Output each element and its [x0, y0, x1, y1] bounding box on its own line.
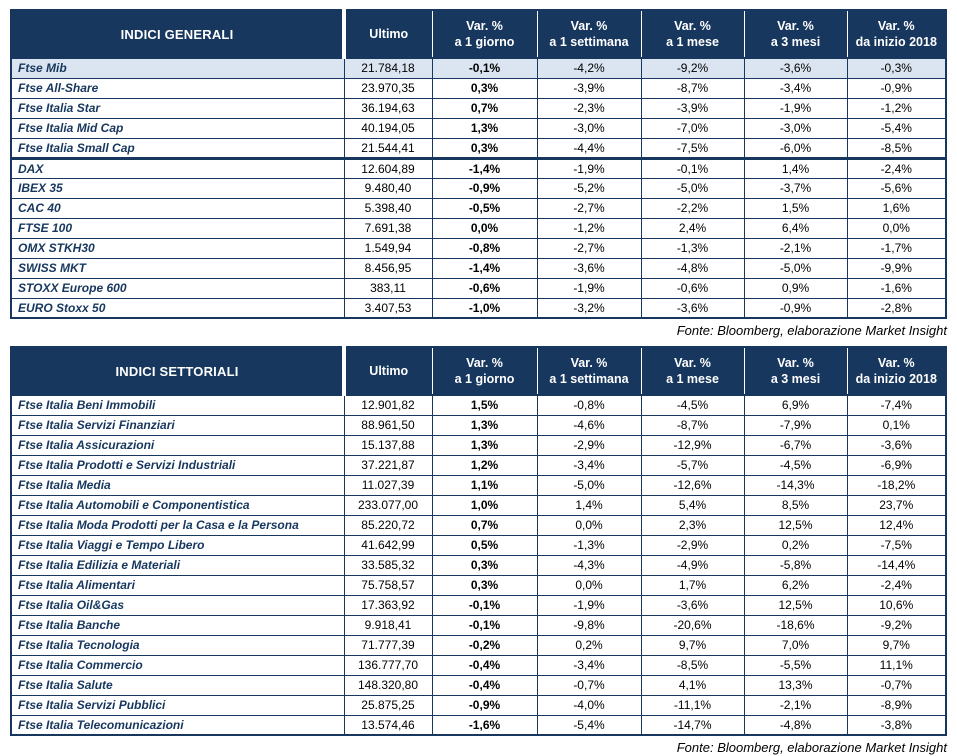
last-value-cell: 71.777,39	[344, 635, 432, 655]
column-header-bottom: a 1 settimana	[549, 372, 629, 386]
last-value-cell: 33.585,32	[344, 555, 432, 575]
var-pct-cell: -9,9%	[847, 258, 946, 278]
column-header-top: Var. %	[466, 18, 503, 33]
column-header-bottom: a 3 mesi	[770, 372, 821, 386]
var-pct-cell: -0,9%	[432, 178, 537, 198]
index-name-cell: Ftse Italia Automobili e Componentistica	[11, 495, 344, 515]
var-pct-cell: -1,7%	[847, 238, 946, 258]
var-pct-cell: -1,6%	[847, 278, 946, 298]
var-pct-cell: -7,5%	[641, 138, 744, 158]
var-pct-cell: 12,4%	[847, 515, 946, 535]
var-pct-cell: -1,3%	[537, 535, 641, 555]
var-pct-cell: -2,9%	[641, 535, 744, 555]
column-header-top: Var. %	[466, 355, 503, 370]
last-value-cell: 233.077,00	[344, 495, 432, 515]
var-pct-cell: 1,7%	[641, 575, 744, 595]
var-pct-cell: -4,3%	[537, 555, 641, 575]
var-pct-cell: 23,7%	[847, 495, 946, 515]
index-name-cell: Ftse Italia Edilizia e Materiali	[11, 555, 344, 575]
var-pct-cell: -7,5%	[847, 535, 946, 555]
var-pct-cell: -1,0%	[432, 298, 537, 318]
var-pct-cell: -1,9%	[537, 158, 641, 178]
index-name-cell: DAX	[11, 158, 344, 178]
var-pct-cell: -2,8%	[847, 298, 946, 318]
index-name-cell: OMX STKH30	[11, 238, 344, 258]
var-pct-cell: 1,0%	[432, 495, 537, 515]
column-header-var-inizio-2018	[847, 347, 946, 395]
column-header-var-1-mese	[641, 347, 744, 395]
var-pct-cell: 1,3%	[432, 435, 537, 455]
var-pct-cell: -5,0%	[744, 258, 847, 278]
column-header-var-1-giorno	[432, 347, 537, 395]
var-pct-cell: -3,8%	[847, 715, 946, 735]
var-pct-cell: -1,9%	[537, 595, 641, 615]
var-pct-cell: -0,7%	[847, 675, 946, 695]
table-row	[11, 555, 946, 575]
var-pct-cell: -7,9%	[744, 415, 847, 435]
var-pct-cell: -0,1%	[641, 158, 744, 178]
column-header-var-inizio-2018	[847, 10, 946, 58]
source-note: Fonte: Bloomberg, elaborazione Market Insight	[676, 740, 947, 755]
index-name-cell: Ftse Italia Salute	[11, 675, 344, 695]
table-row	[11, 58, 946, 78]
table-row	[11, 395, 946, 415]
var-pct-cell: 0,3%	[432, 78, 537, 98]
var-pct-cell: -2,3%	[537, 98, 641, 118]
last-value-cell: 88.961,50	[344, 415, 432, 435]
column-header-var-3-mesi	[744, 10, 847, 58]
table-row	[11, 158, 946, 178]
source-note: Fonte: Bloomberg, elaborazione Market Insight	[676, 323, 947, 338]
var-pct-cell: 9,7%	[641, 635, 744, 655]
var-pct-cell: -5,6%	[847, 178, 946, 198]
var-pct-cell: -0,1%	[432, 58, 537, 78]
index-name-cell: Ftse All-Share	[11, 78, 344, 98]
last-value-cell: 40.194,05	[344, 118, 432, 138]
var-pct-cell: -0,1%	[432, 595, 537, 615]
index-name-cell: Ftse Italia Beni Immobili	[11, 395, 344, 415]
var-pct-cell: 9,7%	[847, 635, 946, 655]
table-title: INDICI GENERALI	[11, 10, 344, 58]
indici-generali-table	[10, 9, 947, 319]
var-pct-cell: -5,2%	[537, 178, 641, 198]
column-header-bottom: a 1 mese	[666, 372, 719, 386]
var-pct-cell: -0,9%	[744, 298, 847, 318]
index-name-cell: Ftse Italia Media	[11, 475, 344, 495]
indici-generali-section	[10, 9, 947, 338]
table-row	[11, 475, 946, 495]
last-value-cell: 25.875,25	[344, 695, 432, 715]
var-pct-cell: -0,4%	[432, 675, 537, 695]
var-pct-cell: -3,0%	[537, 118, 641, 138]
var-pct-cell: -6,7%	[744, 435, 847, 455]
var-pct-cell: -1,4%	[432, 258, 537, 278]
var-pct-cell: 0,0%	[537, 575, 641, 595]
column-header-bottom: a 1 giorno	[454, 35, 515, 49]
var-pct-cell: -14,7%	[641, 715, 744, 735]
var-pct-cell: 12,5%	[744, 595, 847, 615]
var-pct-cell: 0,3%	[432, 575, 537, 595]
var-pct-cell: -1,2%	[537, 218, 641, 238]
var-pct-cell: -4,2%	[537, 58, 641, 78]
var-pct-cell: 6,4%	[744, 218, 847, 238]
var-pct-cell: -4,6%	[537, 415, 641, 435]
var-pct-cell: -8,9%	[847, 695, 946, 715]
column-header-bottom: a 3 mesi	[770, 35, 821, 49]
var-pct-cell: -14,3%	[744, 475, 847, 495]
var-pct-cell: -5,7%	[641, 455, 744, 475]
last-value-cell: 17.363,92	[344, 595, 432, 615]
table-row	[11, 495, 946, 515]
index-name-cell: Ftse Italia Mid Cap	[11, 118, 344, 138]
var-pct-cell: -5,4%	[847, 118, 946, 138]
var-pct-cell: -5,8%	[744, 555, 847, 575]
var-pct-cell: 0,7%	[432, 515, 537, 535]
table-row	[11, 238, 946, 258]
column-header-var-1-mese	[641, 10, 744, 58]
var-pct-cell: -3,6%	[537, 258, 641, 278]
column-header-top: Var. %	[674, 355, 711, 370]
var-pct-cell: 5,4%	[641, 495, 744, 515]
last-value-cell: 136.777,70	[344, 655, 432, 675]
index-name-cell: Ftse Italia Servizi Finanziari	[11, 415, 344, 435]
index-name-cell: EURO Stoxx 50	[11, 298, 344, 318]
var-pct-cell: 2,4%	[641, 218, 744, 238]
var-pct-cell: -1,4%	[432, 158, 537, 178]
index-name-cell: Ftse Italia Tecnologia	[11, 635, 344, 655]
var-pct-cell: -3,7%	[744, 178, 847, 198]
var-pct-cell: -3,9%	[641, 98, 744, 118]
var-pct-cell: -3,4%	[744, 78, 847, 98]
var-pct-cell: -14,4%	[847, 555, 946, 575]
var-pct-cell: -0,8%	[432, 238, 537, 258]
last-value-cell: 41.642,99	[344, 535, 432, 555]
var-pct-cell: 1,2%	[432, 455, 537, 475]
table-row	[11, 615, 946, 635]
var-pct-cell: 1,6%	[847, 198, 946, 218]
var-pct-cell: -5,4%	[537, 715, 641, 735]
var-pct-cell: -20,6%	[641, 615, 744, 635]
var-pct-cell: 11,1%	[847, 655, 946, 675]
column-header-bottom: a 1 settimana	[549, 35, 629, 49]
table-row	[11, 655, 946, 675]
var-pct-cell: 12,5%	[744, 515, 847, 535]
table-row	[11, 535, 946, 555]
header-row	[11, 347, 946, 395]
last-value-cell: 5.398,40	[344, 198, 432, 218]
index-name-cell: SWISS MKT	[11, 258, 344, 278]
column-header-bottom: a 1 giorno	[454, 372, 515, 386]
index-name-cell: Ftse Italia Servizi Pubblici	[11, 695, 344, 715]
index-name-cell: Ftse Italia Banche	[11, 615, 344, 635]
index-name-cell: Ftse Italia Telecomunicazioni	[11, 715, 344, 735]
var-pct-cell: 13,3%	[744, 675, 847, 695]
var-pct-cell: -3,4%	[537, 655, 641, 675]
index-name-cell: Ftse Italia Assicurazioni	[11, 435, 344, 455]
var-pct-cell: -0,3%	[847, 58, 946, 78]
table-row	[11, 635, 946, 655]
var-pct-cell: -0,4%	[432, 655, 537, 675]
var-pct-cell: 6,2%	[744, 575, 847, 595]
var-pct-cell: -2,4%	[847, 158, 946, 178]
table-row	[11, 515, 946, 535]
var-pct-cell: -1,3%	[641, 238, 744, 258]
var-pct-cell: -2,4%	[847, 575, 946, 595]
table-header	[11, 10, 946, 58]
last-value-cell: 9.918,41	[344, 615, 432, 635]
last-value-cell: 1.549,94	[344, 238, 432, 258]
column-header-top: Var. %	[777, 355, 814, 370]
last-value-cell: 21.544,41	[344, 138, 432, 158]
var-pct-cell: -11,1%	[641, 695, 744, 715]
var-pct-cell: -2,7%	[537, 238, 641, 258]
var-pct-cell: 0,2%	[744, 535, 847, 555]
var-pct-cell: -1,2%	[847, 98, 946, 118]
header-row	[11, 10, 946, 58]
column-header-top: Var. %	[877, 18, 915, 33]
index-name-cell: Ftse Italia Commercio	[11, 655, 344, 675]
var-pct-cell: -6,0%	[744, 138, 847, 158]
last-value-cell: 12.604,89	[344, 158, 432, 178]
index-name-cell: FTSE 100	[11, 218, 344, 238]
index-name-cell: Ftse Italia Viaggi e Tempo Libero	[11, 535, 344, 555]
column-header-top: Var. %	[777, 18, 814, 33]
table-row	[11, 198, 946, 218]
var-pct-cell: -0,1%	[432, 615, 537, 635]
table-row	[11, 435, 946, 455]
last-value-cell: 9.480,40	[344, 178, 432, 198]
var-pct-cell: -3,6%	[641, 298, 744, 318]
var-pct-cell: 7,0%	[744, 635, 847, 655]
var-pct-cell: -0,6%	[641, 278, 744, 298]
var-pct-cell: -0,9%	[432, 695, 537, 715]
index-name-cell: Ftse Italia Alimentari	[11, 575, 344, 595]
table-body	[11, 58, 946, 318]
var-pct-cell: 0,9%	[744, 278, 847, 298]
var-pct-cell: -5,0%	[537, 475, 641, 495]
var-pct-cell: 0,3%	[432, 555, 537, 575]
var-pct-cell: -8,7%	[641, 78, 744, 98]
table-row	[11, 298, 946, 318]
var-pct-cell: -9,2%	[641, 58, 744, 78]
var-pct-cell: -2,2%	[641, 198, 744, 218]
column-header-bottom: Ultimo	[369, 363, 409, 378]
var-pct-cell: -8,7%	[641, 415, 744, 435]
var-pct-cell: -8,5%	[847, 138, 946, 158]
var-pct-cell: 4,1%	[641, 675, 744, 695]
var-pct-cell: -1,9%	[537, 278, 641, 298]
index-name-cell: Ftse Italia Prodotti e Servizi Industriali	[11, 455, 344, 475]
table-row	[11, 278, 946, 298]
last-value-cell: 37.221,87	[344, 455, 432, 475]
last-value-cell: 3.407,53	[344, 298, 432, 318]
var-pct-cell: -5,0%	[641, 178, 744, 198]
var-pct-cell: -18,2%	[847, 475, 946, 495]
var-pct-cell: -2,1%	[744, 695, 847, 715]
table-row	[11, 218, 946, 238]
table-row	[11, 715, 946, 735]
var-pct-cell: -3,2%	[537, 298, 641, 318]
var-pct-cell: -3,0%	[744, 118, 847, 138]
last-value-cell: 7.691,38	[344, 218, 432, 238]
var-pct-cell: 10,6%	[847, 595, 946, 615]
var-pct-cell: -4,0%	[537, 695, 641, 715]
var-pct-cell: 0,0%	[537, 515, 641, 535]
column-header-var-1-giorno	[432, 10, 537, 58]
index-name-cell: Ftse Italia Moda Prodotti per la Casa e la Persona	[11, 515, 344, 535]
table-row	[11, 138, 946, 158]
var-pct-cell: -4,5%	[641, 395, 744, 415]
index-name-cell: CAC 40	[11, 198, 344, 218]
table-row	[11, 595, 946, 615]
last-value-cell: 36.194,63	[344, 98, 432, 118]
last-value-cell: 148.320,80	[344, 675, 432, 695]
var-pct-cell: -0,9%	[847, 78, 946, 98]
var-pct-cell: -4,8%	[641, 258, 744, 278]
index-name-cell: STOXX Europe 600	[11, 278, 344, 298]
var-pct-cell: 0,3%	[432, 138, 537, 158]
var-pct-cell: -0,5%	[432, 198, 537, 218]
var-pct-cell: -12,6%	[641, 475, 744, 495]
var-pct-cell: -3,6%	[847, 435, 946, 455]
column-header-var-3-mesi	[744, 347, 847, 395]
var-pct-cell: 1,3%	[432, 415, 537, 435]
column-header-top: Var. %	[877, 355, 915, 370]
last-value-cell: 15.137,88	[344, 435, 432, 455]
var-pct-cell: 0,0%	[432, 218, 537, 238]
last-value-cell: 21.784,18	[344, 58, 432, 78]
var-pct-cell: -18,6%	[744, 615, 847, 635]
var-pct-cell: 1,5%	[744, 198, 847, 218]
table-row	[11, 258, 946, 278]
var-pct-cell: 0,0%	[847, 218, 946, 238]
var-pct-cell: -0,8%	[537, 395, 641, 415]
var-pct-cell: -0,2%	[432, 635, 537, 655]
table-row	[11, 415, 946, 435]
table-row	[11, 118, 946, 138]
var-pct-cell: 1,3%	[432, 118, 537, 138]
last-value-cell: 13.574,46	[344, 715, 432, 735]
var-pct-cell: -3,6%	[641, 595, 744, 615]
var-pct-cell: -2,7%	[537, 198, 641, 218]
var-pct-cell: -5,5%	[744, 655, 847, 675]
var-pct-cell: 1,1%	[432, 475, 537, 495]
table-row	[11, 178, 946, 198]
var-pct-cell: 6,9%	[744, 395, 847, 415]
table-row	[11, 455, 946, 475]
last-value-cell: 11.027,39	[344, 475, 432, 495]
var-pct-cell: -6,9%	[847, 455, 946, 475]
table-title: INDICI SETTORIALI	[11, 347, 344, 395]
column-header-ultimo	[344, 347, 432, 395]
indici-settoriali-section	[10, 346, 947, 755]
column-header-var-1-settimana	[537, 347, 641, 395]
table-body	[11, 395, 946, 735]
last-value-cell: 8.456,95	[344, 258, 432, 278]
column-header-bottom: a 1 mese	[666, 35, 719, 49]
var-pct-cell: -2,1%	[744, 238, 847, 258]
last-value-cell: 12.901,82	[344, 395, 432, 415]
last-value-cell: 85.220,72	[344, 515, 432, 535]
table-row	[11, 78, 946, 98]
last-value-cell: 23.970,35	[344, 78, 432, 98]
var-pct-cell: -3,4%	[537, 455, 641, 475]
var-pct-cell: -3,6%	[744, 58, 847, 78]
var-pct-cell: -1,9%	[744, 98, 847, 118]
index-name-cell: Ftse Italia Oil&Gas	[11, 595, 344, 615]
column-header-bottom: da inizio 2018	[855, 35, 937, 49]
indici-settoriali-table	[10, 346, 947, 736]
table-row	[11, 575, 946, 595]
last-value-cell: 383,11	[344, 278, 432, 298]
var-pct-cell: -12,9%	[641, 435, 744, 455]
var-pct-cell: 0,2%	[537, 635, 641, 655]
var-pct-cell: -7,4%	[847, 395, 946, 415]
column-header-top: Var. %	[570, 18, 608, 33]
last-value-cell: 75.758,57	[344, 575, 432, 595]
var-pct-cell: 0,7%	[432, 98, 537, 118]
var-pct-cell: 0,1%	[847, 415, 946, 435]
index-name-cell: Ftse Italia Star	[11, 98, 344, 118]
table-row	[11, 695, 946, 715]
var-pct-cell: 2,3%	[641, 515, 744, 535]
var-pct-cell: 8,5%	[744, 495, 847, 515]
var-pct-cell: -2,9%	[537, 435, 641, 455]
column-header-bottom: Ultimo	[369, 26, 409, 41]
table-row	[11, 675, 946, 695]
var-pct-cell: 1,4%	[537, 495, 641, 515]
var-pct-cell: -7,0%	[641, 118, 744, 138]
var-pct-cell: -4,4%	[537, 138, 641, 158]
var-pct-cell: 1,5%	[432, 395, 537, 415]
column-header-ultimo	[344, 10, 432, 58]
column-header-var-1-settimana	[537, 10, 641, 58]
column-header-top: Var. %	[674, 18, 711, 33]
var-pct-cell: -0,7%	[537, 675, 641, 695]
var-pct-cell: 0,5%	[432, 535, 537, 555]
var-pct-cell: 1,4%	[744, 158, 847, 178]
var-pct-cell: -4,9%	[641, 555, 744, 575]
var-pct-cell: -4,8%	[744, 715, 847, 735]
table-row	[11, 98, 946, 118]
index-name-cell: IBEX 35	[11, 178, 344, 198]
var-pct-cell: -3,9%	[537, 78, 641, 98]
index-name-cell: Ftse Mib	[11, 58, 344, 78]
table-header	[11, 347, 946, 395]
column-header-top: Var. %	[570, 355, 608, 370]
column-header-bottom: da inizio 2018	[855, 372, 937, 386]
var-pct-cell: -9,2%	[847, 615, 946, 635]
index-name-cell: Ftse Italia Small Cap	[11, 138, 344, 158]
var-pct-cell: -4,5%	[744, 455, 847, 475]
var-pct-cell: -8,5%	[641, 655, 744, 675]
var-pct-cell: -9,8%	[537, 615, 641, 635]
var-pct-cell: -1,6%	[432, 715, 537, 735]
var-pct-cell: -0,6%	[432, 278, 537, 298]
